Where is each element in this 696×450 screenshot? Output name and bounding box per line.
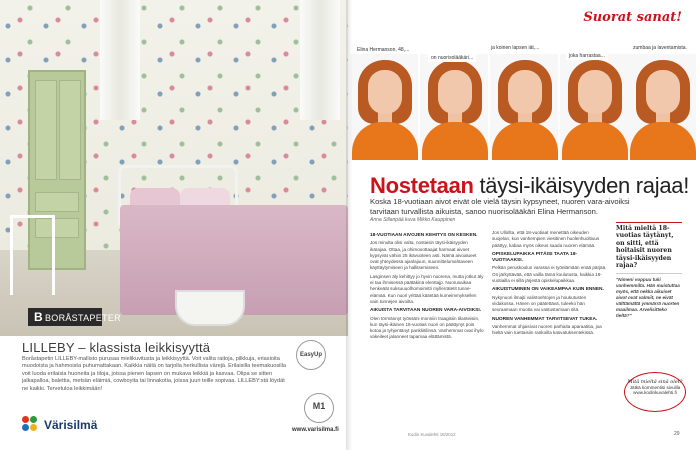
photo-caption: on nuorisolääkäri... <box>428 54 476 62</box>
m1-badge: M1 <box>304 393 334 423</box>
footer-magazine: Kodin Kuvalehti 18/2012 <box>408 432 456 437</box>
ad-url[interactable]: www.varisilma.fi <box>292 427 339 433</box>
article-columns <box>370 230 610 440</box>
comment-stamp[interactable]: Mitä mieltä sinä olet? Jätkä kommentisi sivuilla www.kodinkuvalehti.fi <box>624 372 686 412</box>
photo-caption: joka harrastaa... <box>566 52 608 60</box>
photo-caption: zumbaa ja laventamista. <box>630 44 690 52</box>
sidebar-quote: Mitä mieltä 18-vuotias täytänyt, on sitti, että hoitaisit nuoren täysi-ikäisyyden rajaa? "Nimeni voppuu tuki vanhemmilta. Hän muistuttaa myös, että nekka aikuiset aivot ovat valmiit, ne eivät välttämättä ymmärrä nuorten maailmaa. Arvelisitteko tieltä?" <box>616 222 682 319</box>
portrait-photo <box>628 54 696 160</box>
boras-logo: B BORÅSTAPETER <box>28 308 102 326</box>
article-column: 18-VUOTIAAN AIVOJEN KEHITYS ON KESKEN. Jos minulta olisi valta, nostaisin täysi-ikäisyyden ikärajaa. Ottaa, ja ohimooottaajat harmaat aivoet kypsyvät vähiin 25 ikävuoteen asti. Nämä aivoalueet ovat yhteydessä ajanlajuun, suunnittelumahtaveen käyttäytymiseen ja hallitsemiseen. Lasginsen äly kehittyy jo hyvin nuorena, mutta jotkut äly ei taa ihmisessä päätäkinä elenttajp. Nuorusaikaa henkeäät suksuuuolhomoimitti myllerrätetit tunne-elämää. Kun nuori yrittää kääntää kumeimmyksellen vain tunnejen aivoilta. AIKUISTA TARVITAAN NUOREN VARA-AIVOIKSI. Olen törmännyt työssäni monniin traagisiin tilanteisiin, kun täysi-ikäinen 18-vuotias nuori on päättynyt pois kotoa ja tyhjentänyt pankkitilinsä. Vanhemmat ovat ihylo vakeileet jalanneet tapamaa elättämistä. <box>370 233 484 340</box>
article-page <box>348 0 696 450</box>
flower-icon <box>22 416 40 434</box>
ad-title: LILLEBY – klassista leikkisyyttä <box>22 340 211 355</box>
curtain <box>300 0 340 120</box>
ad-body: Boråstapetin LILLEBY-mallisto purusaa mielikuvitusta ja leikkisyyttä. Voit valita raitoja, pilkkuja, eriasioita muodoista ja hahmoista puhumattakaan. Kaikkia näitä on tarjolla herkullisia värejä. Erilaisilla teemakuosilla voit luoda erilaisia huoneita ja tiloja, joissa pienen lapsen on mukava leikkiä ja kasvaa. Olipa se sitten jalkapalloa, balettia, metsän eläimiä, cowboyita tai linnakotia, joissa juuri teille sopivaa. LILLEBY:stä löydät ne kaikki. Tervetuloa leikkimään! <box>22 356 286 392</box>
page-number: 29 <box>674 431 680 437</box>
portrait-photo <box>560 54 628 160</box>
article-column: Jos Ullollta, että 18-vuotiaat menettää oikeuden suojelan, kun vanhempien viesitinen huolenhuoltiuus päättyy, kabaa myös oikeus saada nuoren elämää. OPISKELUPAIKKA PITÄISI TAATA 18-VUOTIAAKSI. Pelkän peruskoulun varassa ei työelämään enää pärjää. On järkyttävää, että vailla tämä koulutusta, kaikkia 16-vuotiailla ei sillä järjestä opiskelupaikkaa. AIKUISTUMINEN ON VAIKEAMPAA KUIN ENNEN. Nykynuori ilmajti valintoehtojen ja houkutusten viidakossa. Hänen on päätettävä, tuleeko hän seuraamaan muotia vai vastustamaan sitä. NUOREN VANHEMMAT TARVITSEVAT TUKEA. Vanhemmat ohjaisivat nuoren parhaita aparaatitia, joa hieltä vain tuettaisiin rankoilla kasvatuksentekissä. <box>492 230 607 336</box>
varisilma-logo: Värisilmä <box>22 416 97 434</box>
portrait-strip <box>348 54 696 164</box>
photo-caption: Elina Hermanson, 48,... <box>354 46 412 54</box>
article-headline: Nostetaan täysi-ikäisyyden rajaa! <box>370 173 690 198</box>
portrait-photo <box>420 54 488 160</box>
portrait-photo <box>350 54 418 160</box>
page-fold <box>346 0 352 450</box>
section-title: Suorat sanat! <box>583 10 682 25</box>
white-chair <box>10 215 55 295</box>
article-lead: Koska 18-vuotiaan aivot eivät ole vielä täysin kypsyneet, nuoren vara-aivoiksi tarvitaan turvallista aikuista, sanoo nuorisolääkäri Elina Hermanson. <box>370 197 630 216</box>
bedroom-photo <box>0 0 348 336</box>
easyup-badge: EasyUp <box>296 340 326 370</box>
curtain <box>100 0 140 120</box>
photo-caption: ja koinen lapsen iät,... <box>488 44 542 52</box>
portrait-photo <box>490 54 558 160</box>
byline: Anna Sillanpää kuva Mikko Kauppinen <box>370 217 456 223</box>
basket <box>175 290 245 326</box>
